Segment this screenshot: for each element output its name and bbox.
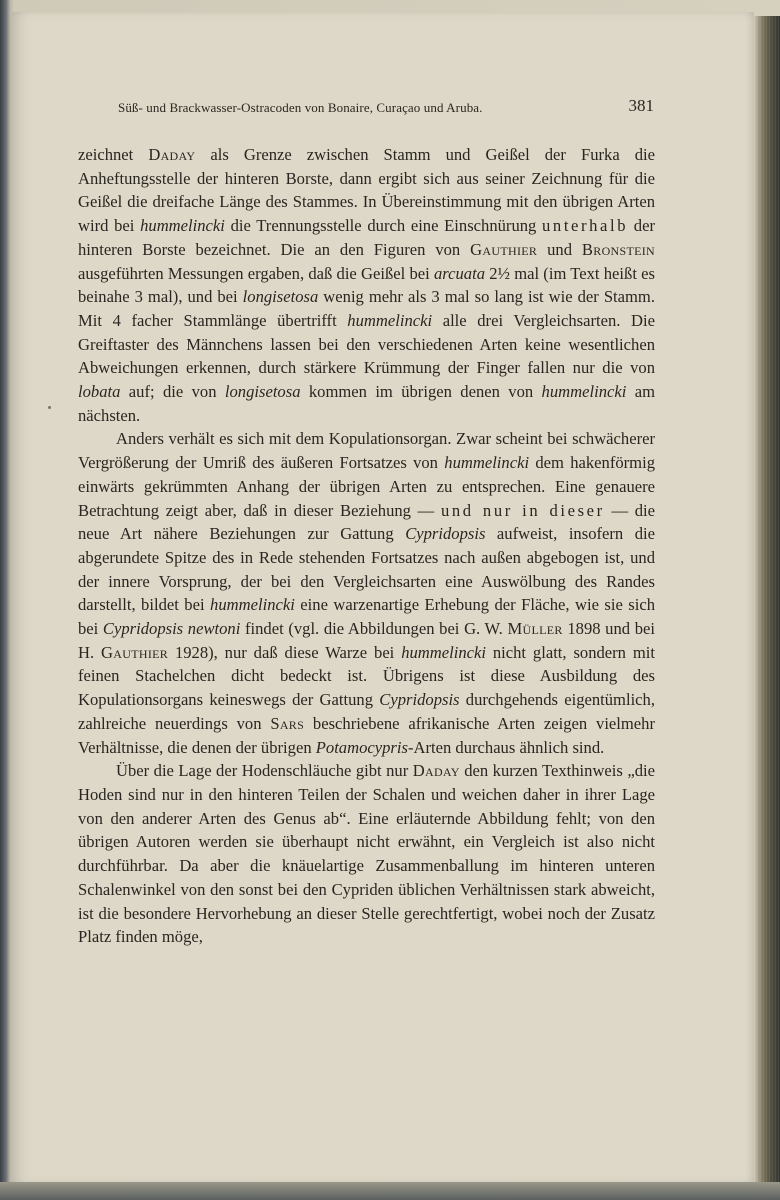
italic-term: Cypridopsis	[379, 690, 460, 710]
italic-term: Cypridopsis	[405, 524, 486, 544]
italic-term: hummelincki	[541, 382, 627, 402]
italic-term: hummelincki	[401, 642, 486, 662]
author-name: Bronstein	[581, 239, 656, 259]
paragraph-2: Anders verhält es sich mit dem Kopulationsorgan. Zwar scheint bei schwächerer Vergrößerung der Umriß des äußeren Fortsatzes von hummelincki dem hakenförmig einwärts gekrümmten Anhang der übrigen Arten zu entsprechen. Eine genauere Betrachtung zeigt aber, daß in dieser Beziehung — und nur in dieser — die neue Art nähere Beziehungen zur Gattung Cypridopsis aufweist, insofern die abgerundete Spitze des in Rede stehenden Fortsatzes nach außen abgebogen ist, und der innere Vorsprung, der bei den Vergleichsarten eine Auswölbung des Randes darstellt, bildet bei hummelincki eine warzenartige Erhebung der Fläche, wie sie sich bei Cypridopsis newtoni findet (vgl. die Abbildungen bei G. W. Müller 1898 und bei H. Gauthier 1928), nur daß diese Warze bei hummelincki nicht glatt, sondern mit feinen Stachelchen dicht bedeckt ist. Übrigens ist diese Ausbildung des Kopulationsorgans keineswegs der Gattung Cypridopsis durchgehends eigentümlich, zahlreiche neuerdings von Sars beschriebene afrikanische Arten zeigen vielmehr Verhältnisse, die denen der übrigen Potamocypris-Arten durchaus ähnlich sind.	[78, 429, 656, 757]
scan-bottom-edge	[0, 1182, 780, 1200]
italic-term: hummelincki	[210, 595, 295, 615]
italic-term: Potamocypris	[315, 737, 408, 757]
italic-term: hummelincki	[347, 310, 433, 330]
author-name: Daday	[148, 145, 196, 164]
author-name: Gauthier	[470, 239, 538, 259]
paragraph-3: Über die Lage der Hodenschläuche gibt nur Daday den kurzen Texthinweis „die Hoden sind nur in den hinteren Teilen der Schalen und weichen daher in ihrer Lage von den anderer Arten des Genus ab“. Eine erläuternde Abbildung fehlt; von den übrigen Autoren werden sie überhaupt nicht erwähnt, ein Vergleich ist also nicht durchführbar. Da aber die knäuelartige Zusammenballung im hinteren unteren Schalenwinkel von den sonst bei den Cypriden üblichen Verhältnissen stark abweicht, ist die besondere Hervorhebung an dieser Stelle gerechtfertigt, wobei noch der Zusatz Platz finden möge,	[78, 761, 655, 947]
paragraph-1: zeichnet Daday als Grenze zwischen Stamm und Geißel der Furka die Anheftungsstelle der hinteren Borste, dann ergibt sich aus seiner Zeichnung für die Geißel die dreifache Länge des Stammes. In Übereinstimmung mit den übrigen Arten wird bei hummelincki die Trennungsstelle durch eine Einschnürung unterhalb der hinteren Borste bezeichnet. Die an den Figuren von Gauthier und Bronstein ausgeführten Messungen ergaben, daß die Geißel bei arcuata 2½ mal (im Text heißt es beinahe 3 mal), und bei longisetosa wenig mehr als 3 mal so lang ist wie der Stamm. Mit 4 facher Stammlänge übertrifft hummelincki alle drei Vergleichsarten. Die Greiftaster des Männchens lassen bei den verschiedenen Arten keine wesentlichen Abweichungen erkennen, durch stärkere Krümmung der Finger fallen nur die von lobata auf; die von longisetosa kommen im übrigen denen von hummelincki am nächsten.	[78, 145, 656, 425]
page-number: 381	[628, 96, 654, 115]
author-name: Müller	[507, 619, 563, 639]
author-name: Gauthier	[101, 642, 169, 662]
italic-term: lobata	[78, 382, 121, 402]
paper-speck	[48, 406, 51, 409]
italic-term: longisetosa	[242, 287, 319, 307]
italic-term: hummelincki	[140, 216, 225, 236]
italic-term: longisetosa	[224, 382, 301, 402]
book-edge	[754, 16, 780, 1182]
italic-term: Cypridopsis newtoni	[102, 619, 241, 639]
italic-term: arcuata	[433, 263, 485, 283]
spaced-emphasis: und nur in dieser	[440, 500, 605, 520]
author-name: Daday	[412, 761, 460, 781]
running-title: Süß- und Brackwasser-Ostracoden von Bonaire, Curaçao und Aruba.	[118, 100, 483, 115]
author-name: Sars	[270, 713, 305, 733]
italic-term: hummelincki	[444, 453, 530, 473]
spaced-emphasis: unterhalb	[542, 216, 629, 236]
body-text	[78, 143, 655, 949]
